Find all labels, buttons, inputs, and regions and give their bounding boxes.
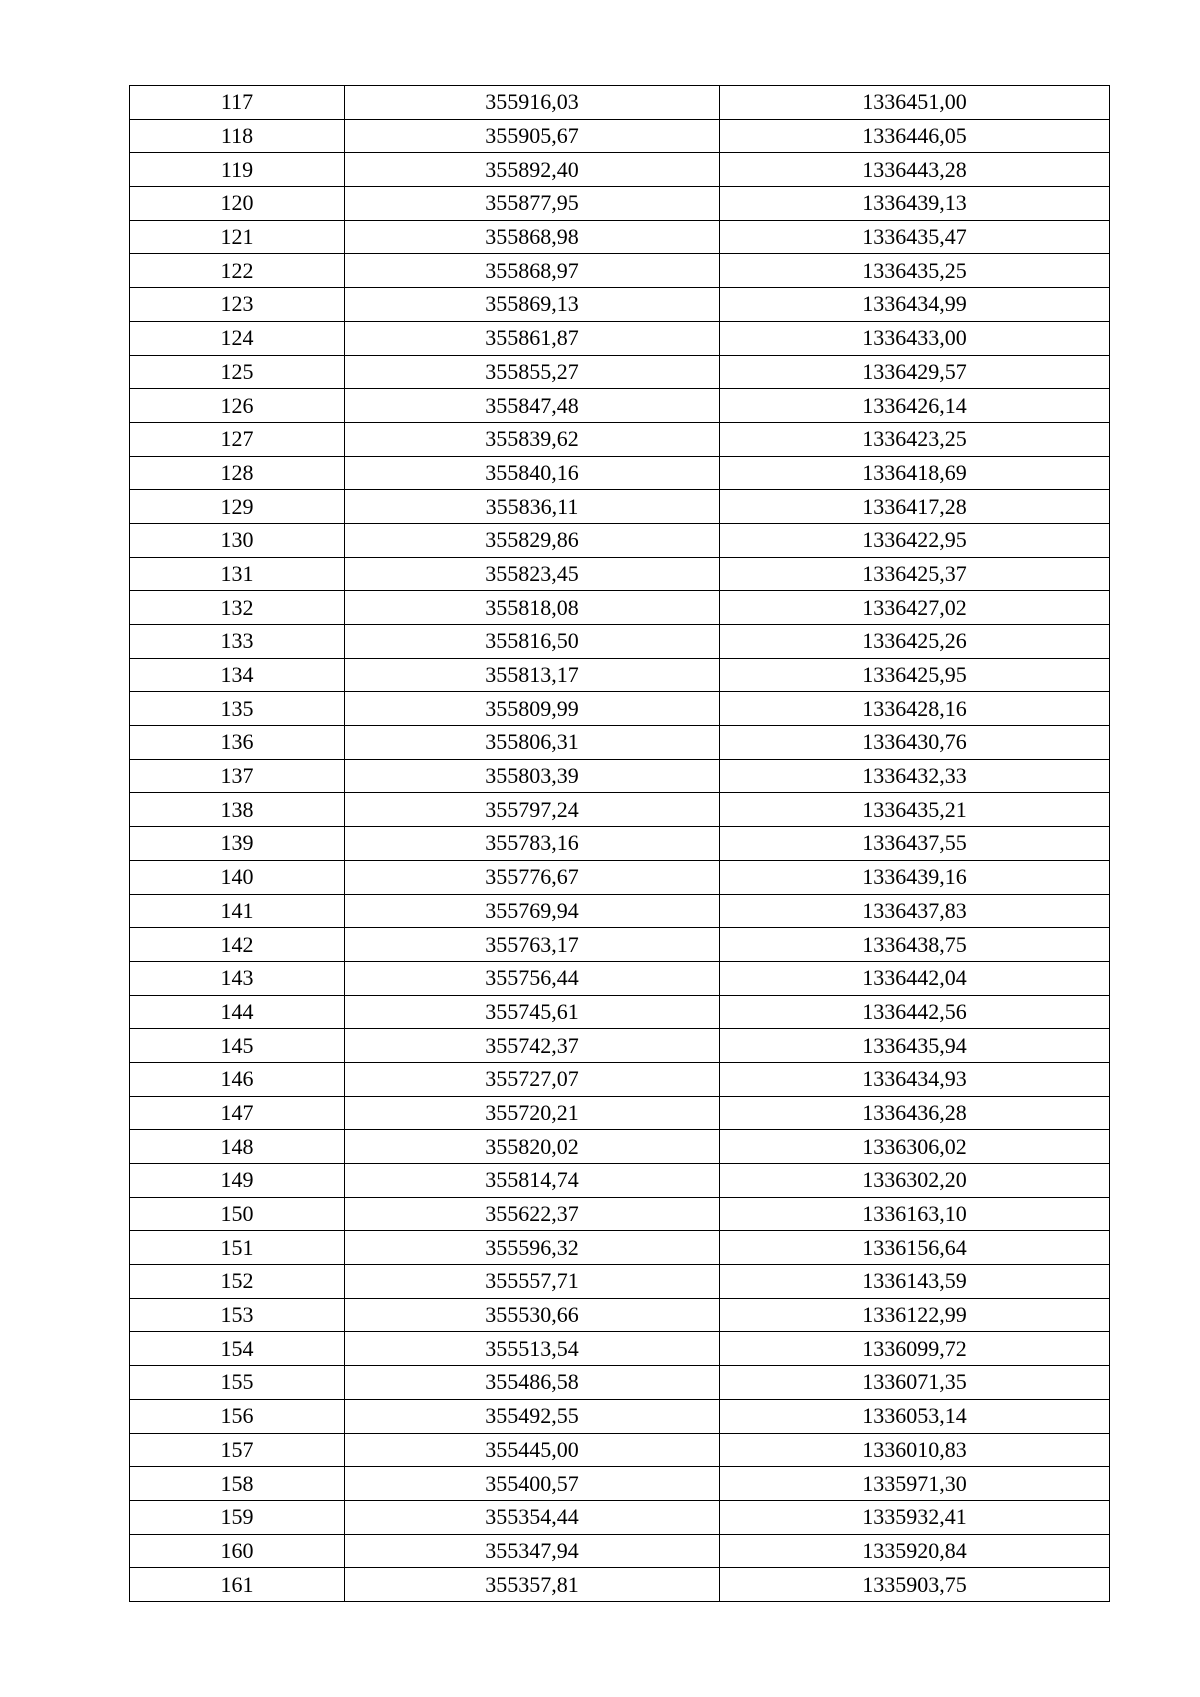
x-coordinate-cell: 355783,16 xyxy=(345,827,720,861)
point-number-cell: 150 xyxy=(130,1197,345,1231)
point-number-cell: 136 xyxy=(130,726,345,760)
table-row xyxy=(130,1467,1110,1501)
point-number-cell: 127 xyxy=(130,422,345,456)
x-coordinate-cell: 355813,17 xyxy=(345,658,720,692)
x-coordinate-cell: 355916,03 xyxy=(345,86,720,120)
x-coordinate-cell: 355803,39 xyxy=(345,759,720,793)
point-number-cell: 126 xyxy=(130,389,345,423)
x-coordinate-cell: 355877,95 xyxy=(345,187,720,221)
point-number-cell: 133 xyxy=(130,625,345,659)
table-row xyxy=(130,389,1110,423)
table-row xyxy=(130,254,1110,288)
y-coordinate-cell: 1336434,93 xyxy=(720,1062,1110,1096)
point-number-cell: 119 xyxy=(130,153,345,187)
table-row xyxy=(130,1534,1110,1568)
x-coordinate-cell: 355756,44 xyxy=(345,961,720,995)
point-number-cell: 129 xyxy=(130,490,345,524)
x-coordinate-cell: 355492,55 xyxy=(345,1399,720,1433)
y-coordinate-cell: 1336071,35 xyxy=(720,1366,1110,1400)
table-row xyxy=(130,625,1110,659)
point-number-cell: 125 xyxy=(130,355,345,389)
y-coordinate-cell: 1336442,56 xyxy=(720,995,1110,1029)
y-coordinate-cell: 1336437,55 xyxy=(720,827,1110,861)
point-number-cell: 144 xyxy=(130,995,345,1029)
table-row xyxy=(130,995,1110,1029)
coordinates-table-body xyxy=(130,86,1110,1602)
point-number-cell: 149 xyxy=(130,1164,345,1198)
table-row xyxy=(130,658,1110,692)
point-number-cell: 141 xyxy=(130,894,345,928)
x-coordinate-cell: 355720,21 xyxy=(345,1096,720,1130)
x-coordinate-cell: 355745,61 xyxy=(345,995,720,1029)
y-coordinate-cell: 1336433,00 xyxy=(720,321,1110,355)
x-coordinate-cell: 355806,31 xyxy=(345,726,720,760)
y-coordinate-cell: 1336099,72 xyxy=(720,1332,1110,1366)
x-coordinate-cell: 355847,48 xyxy=(345,389,720,423)
y-coordinate-cell: 1336439,16 xyxy=(720,860,1110,894)
point-number-cell: 123 xyxy=(130,288,345,322)
y-coordinate-cell: 1336053,14 xyxy=(720,1399,1110,1433)
x-coordinate-cell: 355892,40 xyxy=(345,153,720,187)
point-number-cell: 157 xyxy=(130,1433,345,1467)
table-row xyxy=(130,894,1110,928)
table-row xyxy=(130,1197,1110,1231)
y-coordinate-cell: 1336427,02 xyxy=(720,591,1110,625)
table-row xyxy=(130,1130,1110,1164)
y-coordinate-cell: 1336143,59 xyxy=(720,1265,1110,1299)
x-coordinate-cell: 355776,67 xyxy=(345,860,720,894)
table-row xyxy=(130,1029,1110,1063)
table-row xyxy=(130,456,1110,490)
x-coordinate-cell: 355823,45 xyxy=(345,557,720,591)
table-row xyxy=(130,1568,1110,1602)
x-coordinate-cell: 355763,17 xyxy=(345,928,720,962)
y-coordinate-cell: 1336432,33 xyxy=(720,759,1110,793)
x-coordinate-cell: 355486,58 xyxy=(345,1366,720,1400)
table-row xyxy=(130,591,1110,625)
point-number-cell: 152 xyxy=(130,1265,345,1299)
y-coordinate-cell: 1336417,28 xyxy=(720,490,1110,524)
y-coordinate-cell: 1336422,95 xyxy=(720,523,1110,557)
y-coordinate-cell: 1336428,16 xyxy=(720,692,1110,726)
y-coordinate-cell: 1336435,94 xyxy=(720,1029,1110,1063)
x-coordinate-cell: 355836,11 xyxy=(345,490,720,524)
x-coordinate-cell: 355727,07 xyxy=(345,1062,720,1096)
table-row xyxy=(130,523,1110,557)
y-coordinate-cell: 1335971,30 xyxy=(720,1467,1110,1501)
y-coordinate-cell: 1336429,57 xyxy=(720,355,1110,389)
point-number-cell: 151 xyxy=(130,1231,345,1265)
table-row xyxy=(130,1096,1110,1130)
point-number-cell: 143 xyxy=(130,961,345,995)
point-number-cell: 140 xyxy=(130,860,345,894)
point-number-cell: 130 xyxy=(130,523,345,557)
y-coordinate-cell: 1336302,20 xyxy=(720,1164,1110,1198)
x-coordinate-cell: 355400,57 xyxy=(345,1467,720,1501)
table-row xyxy=(130,355,1110,389)
table-row xyxy=(130,726,1110,760)
table-row xyxy=(130,1332,1110,1366)
point-number-cell: 131 xyxy=(130,557,345,591)
table-row xyxy=(130,1433,1110,1467)
y-coordinate-cell: 1336418,69 xyxy=(720,456,1110,490)
point-number-cell: 146 xyxy=(130,1062,345,1096)
table-row xyxy=(130,153,1110,187)
y-coordinate-cell: 1336306,02 xyxy=(720,1130,1110,1164)
point-number-cell: 139 xyxy=(130,827,345,861)
x-coordinate-cell: 355839,62 xyxy=(345,422,720,456)
table-row xyxy=(130,1164,1110,1198)
point-number-cell: 137 xyxy=(130,759,345,793)
point-number-cell: 121 xyxy=(130,220,345,254)
table-row xyxy=(130,1298,1110,1332)
point-number-cell: 142 xyxy=(130,928,345,962)
y-coordinate-cell: 1336156,64 xyxy=(720,1231,1110,1265)
y-coordinate-cell: 1336435,21 xyxy=(720,793,1110,827)
point-number-cell: 134 xyxy=(130,658,345,692)
y-coordinate-cell: 1336426,14 xyxy=(720,389,1110,423)
y-coordinate-cell: 1336430,76 xyxy=(720,726,1110,760)
x-coordinate-cell: 355347,94 xyxy=(345,1534,720,1568)
x-coordinate-cell: 355622,37 xyxy=(345,1197,720,1231)
y-coordinate-cell: 1336425,37 xyxy=(720,557,1110,591)
point-number-cell: 132 xyxy=(130,591,345,625)
x-coordinate-cell: 355905,67 xyxy=(345,119,720,153)
y-coordinate-cell: 1336436,28 xyxy=(720,1096,1110,1130)
point-number-cell: 159 xyxy=(130,1500,345,1534)
table-row xyxy=(130,1366,1110,1400)
x-coordinate-cell: 355557,71 xyxy=(345,1265,720,1299)
point-number-cell: 156 xyxy=(130,1399,345,1433)
y-coordinate-cell: 1336435,47 xyxy=(720,220,1110,254)
x-coordinate-cell: 355868,97 xyxy=(345,254,720,288)
table-row xyxy=(130,86,1110,120)
point-number-cell: 154 xyxy=(130,1332,345,1366)
x-coordinate-cell: 355809,99 xyxy=(345,692,720,726)
point-number-cell: 148 xyxy=(130,1130,345,1164)
table-row xyxy=(130,961,1110,995)
x-coordinate-cell: 355513,54 xyxy=(345,1332,720,1366)
x-coordinate-cell: 355816,50 xyxy=(345,625,720,659)
y-coordinate-cell: 1336442,04 xyxy=(720,961,1110,995)
table-row xyxy=(130,288,1110,322)
y-coordinate-cell: 1336163,10 xyxy=(720,1197,1110,1231)
table-row xyxy=(130,422,1110,456)
x-coordinate-cell: 355354,44 xyxy=(345,1500,720,1534)
point-number-cell: 122 xyxy=(130,254,345,288)
table-row xyxy=(130,827,1110,861)
y-coordinate-cell: 1336425,26 xyxy=(720,625,1110,659)
y-coordinate-cell: 1335920,84 xyxy=(720,1534,1110,1568)
point-number-cell: 155 xyxy=(130,1366,345,1400)
point-number-cell: 135 xyxy=(130,692,345,726)
x-coordinate-cell: 355869,13 xyxy=(345,288,720,322)
y-coordinate-cell: 1335932,41 xyxy=(720,1500,1110,1534)
point-number-cell: 153 xyxy=(130,1298,345,1332)
table-row xyxy=(130,1265,1110,1299)
y-coordinate-cell: 1336010,83 xyxy=(720,1433,1110,1467)
x-coordinate-cell: 355818,08 xyxy=(345,591,720,625)
point-number-cell: 145 xyxy=(130,1029,345,1063)
table-row xyxy=(130,1399,1110,1433)
y-coordinate-cell: 1336434,99 xyxy=(720,288,1110,322)
point-number-cell: 138 xyxy=(130,793,345,827)
y-coordinate-cell: 1336438,75 xyxy=(720,928,1110,962)
table-row xyxy=(130,1062,1110,1096)
y-coordinate-cell: 1336451,00 xyxy=(720,86,1110,120)
x-coordinate-cell: 355820,02 xyxy=(345,1130,720,1164)
point-number-cell: 120 xyxy=(130,187,345,221)
x-coordinate-cell: 355742,37 xyxy=(345,1029,720,1063)
table-row xyxy=(130,187,1110,221)
table-row xyxy=(130,692,1110,726)
point-number-cell: 147 xyxy=(130,1096,345,1130)
x-coordinate-cell: 355814,74 xyxy=(345,1164,720,1198)
x-coordinate-cell: 355596,32 xyxy=(345,1231,720,1265)
table-row xyxy=(130,928,1110,962)
table-row xyxy=(130,759,1110,793)
x-coordinate-cell: 355868,98 xyxy=(345,220,720,254)
table-row xyxy=(130,557,1110,591)
y-coordinate-cell: 1336425,95 xyxy=(720,658,1110,692)
x-coordinate-cell: 355530,66 xyxy=(345,1298,720,1332)
x-coordinate-cell: 355829,86 xyxy=(345,523,720,557)
table-row xyxy=(130,1500,1110,1534)
y-coordinate-cell: 1336437,83 xyxy=(720,894,1110,928)
y-coordinate-cell: 1336122,99 xyxy=(720,1298,1110,1332)
table-row xyxy=(130,1231,1110,1265)
coordinates-table xyxy=(129,85,1110,1602)
point-number-cell: 118 xyxy=(130,119,345,153)
point-number-cell: 161 xyxy=(130,1568,345,1602)
point-number-cell: 158 xyxy=(130,1467,345,1501)
table-row xyxy=(130,860,1110,894)
x-coordinate-cell: 355840,16 xyxy=(345,456,720,490)
table-row xyxy=(130,220,1110,254)
y-coordinate-cell: 1336423,25 xyxy=(720,422,1110,456)
x-coordinate-cell: 355445,00 xyxy=(345,1433,720,1467)
table-row xyxy=(130,119,1110,153)
x-coordinate-cell: 355357,81 xyxy=(345,1568,720,1602)
x-coordinate-cell: 355861,87 xyxy=(345,321,720,355)
x-coordinate-cell: 355797,24 xyxy=(345,793,720,827)
point-number-cell: 160 xyxy=(130,1534,345,1568)
y-coordinate-cell: 1336435,25 xyxy=(720,254,1110,288)
y-coordinate-cell: 1336446,05 xyxy=(720,119,1110,153)
x-coordinate-cell: 355855,27 xyxy=(345,355,720,389)
point-number-cell: 124 xyxy=(130,321,345,355)
y-coordinate-cell: 1336439,13 xyxy=(720,187,1110,221)
table-row xyxy=(130,793,1110,827)
y-coordinate-cell: 1335903,75 xyxy=(720,1568,1110,1602)
point-number-cell: 117 xyxy=(130,86,345,120)
x-coordinate-cell: 355769,94 xyxy=(345,894,720,928)
y-coordinate-cell: 1336443,28 xyxy=(720,153,1110,187)
point-number-cell: 128 xyxy=(130,456,345,490)
table-row xyxy=(130,490,1110,524)
table-row xyxy=(130,321,1110,355)
